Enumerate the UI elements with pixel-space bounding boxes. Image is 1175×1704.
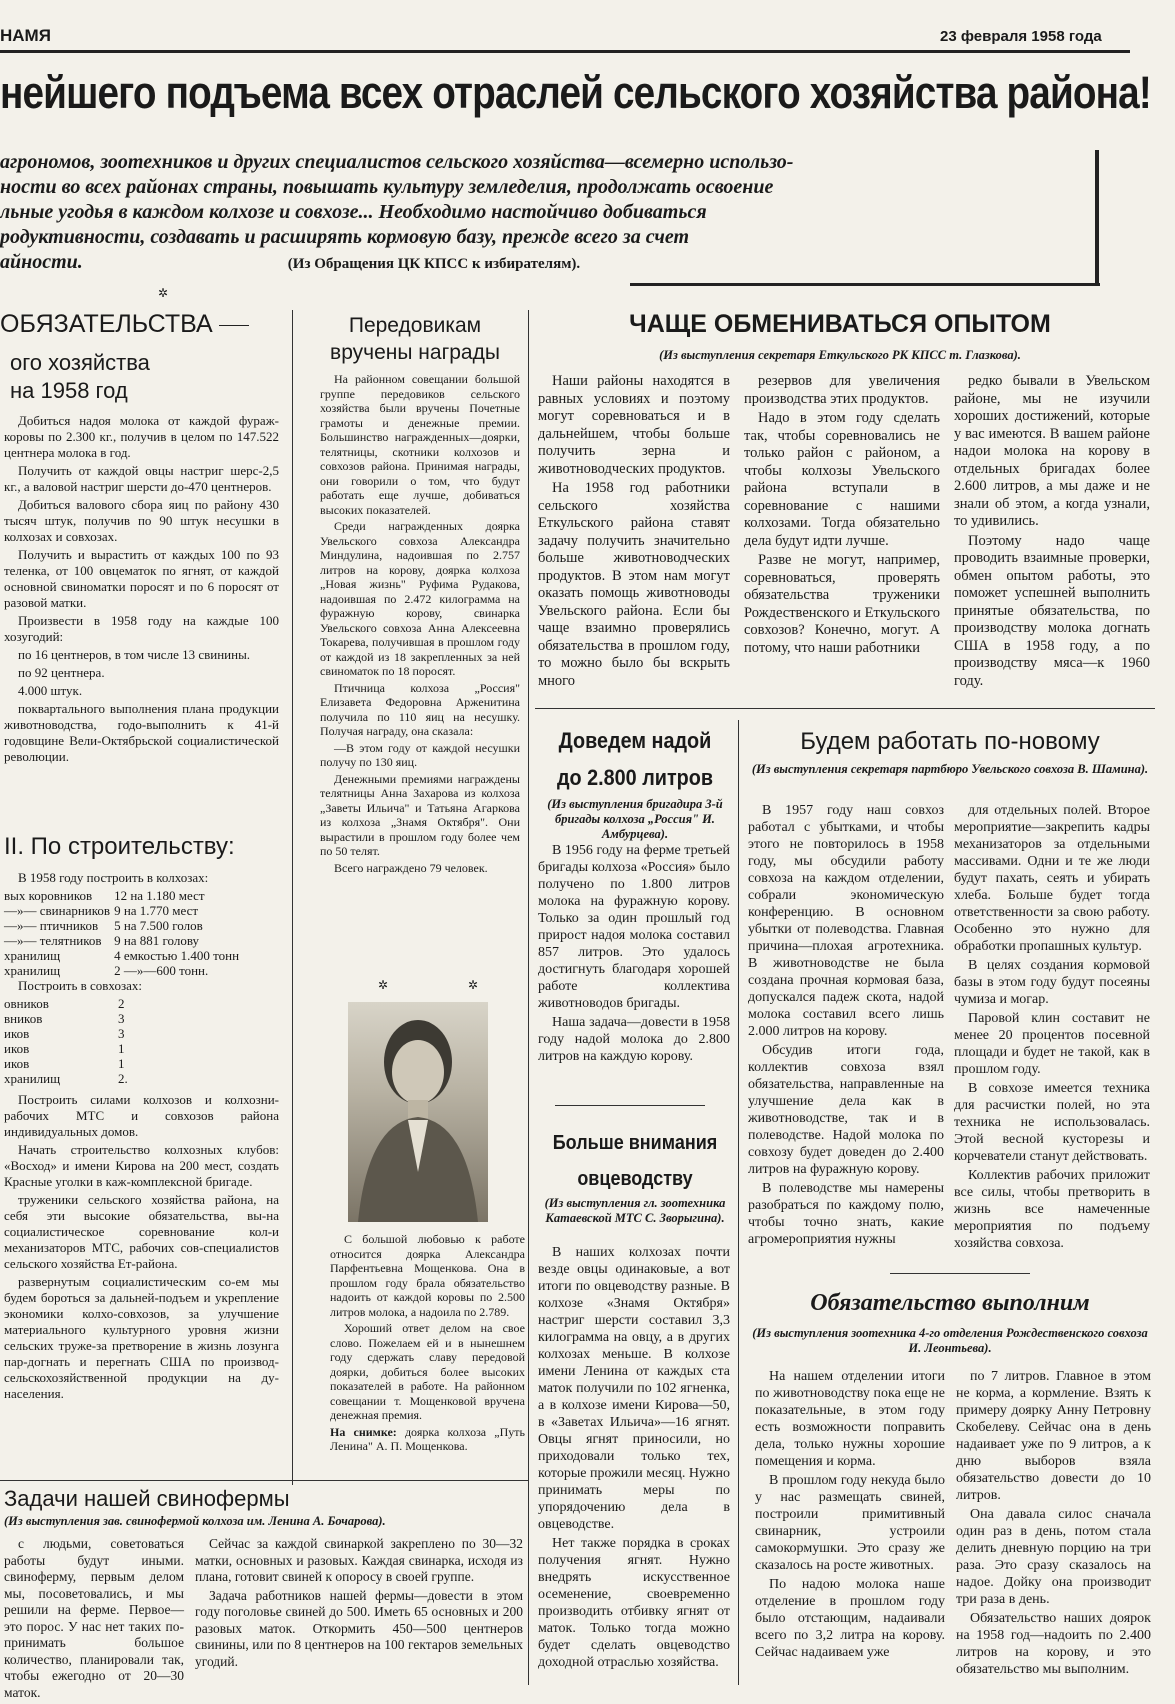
awards-paragraph: Птичница колхоза „Россия" Елизавета Федоровна Арженитина получила по 110 яиц на несушку. Получая награду, она сказала: [320,680,520,738]
milkmaid-portrait-icon [348,1002,488,1222]
obligation-item: по 16 центнеров, в том числе 13 свинины. [18,647,251,662]
awards-paragraph: Денежными премиями награждены телятницы Анна Захарова из колхоза „Заветы Ильича" и Татьяна Агаркова из колхоза „Знамя Октября". Они вырастили в прошлом году более чем по 50 телят. [320,771,520,858]
obligations-subtitle-1: ого хозяйства [10,350,150,375]
quote-line: льные угодья в каждом колхозе и совхозе... Необходимо настойчиво добиваться [0,201,707,223]
awards-body [320,372,520,877]
portrait-photo [348,1002,488,1222]
section-rule [555,1105,705,1106]
section-rule [890,1273,1030,1274]
article-paragraph: для отдельных полей. Второе мероприятие—закрепить кадры механизаторов за отдельными массивами. Одни и те же люди будут пахать, сеять и убирать хлеба. Больше будет тогда ответственности за свою работу. Особенно это нужно для обработки пропашных культур. [954,803,1150,954]
article-paragraph: Обсудив итоги года, коллектив совхоза взял обязательства, направленные на улучшение дела как в животноводстве, так и в полеводстве. Надой молока по совхозу будет доведен до 2.400 литров на фуражную корову. [748,1043,944,1177]
section-rule [0,1480,528,1481]
obligation-item: Добиться валового сбора яиц по району 430 тысяч штук, получив по 90 штук несушки в колхозах и совхозах. [4,497,279,544]
build-intro-2: Построить в совхозах: [18,978,142,993]
article-paragraph: Поэтому надо чаще проводить взаимные проверки, обмен опытом работы, это поможет успешней выполнить принятые обязательства, по производству молока догнать США в 1958 году, а по производству мяса—к 1960 году. [954,532,1150,689]
awards-paragraph: —В этом году от каждой несушки получу по 130 яиц. [320,740,520,769]
article-paragraph: В совхозе имеется техника для расчистки полей, но эта техника не использовалась. Этой весной кусторезы и корчеватели станут действовать. [954,1081,1150,1164]
article-paragraph: Надо в этом году сделать так, чтобы соревновались не только район с районом, а чтобы колхозы Увельского района вступали в соревнование с нашими колхозами. Тогда обязательно дела будут идти лучше. [744,410,940,549]
obligation-item: Получить и вырастить от каждых 100 по 93 теленка, от 100 овцематок по ягнят, от каждой основной свиноматки поросят и по 6 поросят от разовой матки. [4,547,279,610]
construction-body [4,870,279,1404]
milk-byline: (Из выступления бригадира 3-й бригады колхоза „Россия" И. Амбурцева). [547,797,723,841]
quote-frame-right [1095,150,1099,285]
awards-paragraph: На районном совещании большой группе передовиков сельского хозяйства были вручены Почетные грамоты и денежные премии. Большинство награжденных—доярки, телятницы, скотники колхозов и совхозов района. Принимая награды, они говорили о том, что будут работать еще лучше, добиваться высоких показателей. [320,372,520,517]
column-divider [292,310,293,1485]
table-row: овников 2 [4,996,125,1011]
party-appeal-quote [0,150,1060,277]
quote-source: (Из Обращения ЦК КПСС к избирателям). [287,256,581,272]
milk-body [538,842,730,1067]
table-row: —»— телятников 9 на 881 голову [4,933,200,948]
header-rule [0,50,1130,53]
caption-paragraph: Хороший ответ делом на свое слово. Пожелаем ей и в нынешнем году сдержать славу передовой доярки, добиться более высоких показателей в работе. На районном совещании т. Мощенковой вручена денежная премия. [330,1321,525,1422]
sheep-title: Больше внимания овцеводству [552,1132,718,1190]
newway-col-2 [954,802,1150,1254]
obligations-body [4,413,279,767]
article-paragraph: Обязательство наших доярок на 1958 год—надоить по 2.400 литров на корову, и это обязательство мы выполним. [956,1611,1151,1677]
article-paragraph: Паровой клин составит не менее 20 процентов посевной площади и будет не такой, как в прошлом году. [954,1011,1150,1077]
article-paragraph: Сейчас за каждой свинаркой закреплено по 30—32 матки, основных и разовых. Каждая свинарка, исходя из плана, готовит свиней к опоросу в своей группе. [195,1536,523,1584]
banner-headline: нейшего подъема всех отраслей сельского хозяйства района! [0,67,1151,118]
column-divider [738,720,739,1685]
experience-col-3 [954,373,1150,692]
article-paragraph: по 7 литров. Главное в этом не корма, а кормление. Взять к примеру доярку Анну Петровну Скобелеву. Сейчас она в день надаивает уже по 9 литров, а к дню выборов взяла обязательство довести до 10 литров. [956,1369,1151,1503]
table-row: хранилищ 4 емкостью 1.400 тонн [4,948,240,963]
table-row: вников 3 [4,1011,125,1026]
experience-title: ЧАЩЕ ОБМЕНИВАТЬСЯ ОПЫТОМ [629,310,1051,338]
article-paragraph: В целях создания кормовой базы в этом году будут посеяны чумиза и могар. [954,958,1150,1007]
ornament-star: ✲ [158,286,169,300]
sheep-byline: (Из выступления гл. зоотехника Катаевской МТС С. Зворыгина). [544,1196,726,1225]
obligation-item: по 92 центнера. [18,665,105,680]
fulfil-byline: (Из выступления зоотехника 4-го отделения Рождественского совхоза И. Леонтьева). [752,1326,1148,1355]
obligation-item: Построить силами колхозов и колхозни-рабочих МТС и совхозов района индивидуальных домов. [4,1092,279,1139]
obligation-item: Произвести в 1958 году на каждые 100 хозугодий: [4,613,279,644]
table-row: иков 1 [4,1041,125,1056]
column-divider [528,310,529,1685]
article-paragraph: В полеводстве мы намерены разобраться по каждому полю, чтобы точно знать, какие агромероприятия нужны [748,1181,944,1247]
table-row: —»— свинарников 9 на 1.770 мест [4,903,199,918]
pigs-byline: (Из выступления зав. свинофермой колхоза им. Ленина А. Бочарова). [4,1514,386,1528]
article-paragraph: Нет также порядка в сроках получения ягнят. Нужно внедрять искусственное осеменение, своевременно производить отбивку ягнят от маток. Только тогда можно будет сделать овцеводство доходной отраслью хозяйства. [538,1536,730,1670]
article-paragraph: Коллектив рабочих приложит все силы, чтобы претворить в жизнь все намеченные мероприятия по подъему хозяйства совхоза. [954,1168,1150,1251]
quote-line: родуктивности, создавать и расширять кормовую базу, прежде всего за счет [0,226,690,248]
quote-line: айности. (Из Обращения ЦК КПСС к избирателям). [0,251,581,273]
table-row: хранилищ 2 —»—600 тонн. [4,963,209,978]
fulfil-title: Обязательство выполним [810,1290,1090,1316]
article-paragraph: Наша задача—довести в 1958 году надой молока до 2.800 литров на каждую корову. [538,1015,730,1064]
article-paragraph: В прошлом году некуда было у нас размещать свиней, построили примитивный свинарник, устроили самокормушки. Это сразу же сказалось на росте животных. [755,1473,945,1573]
sheep-body [538,1244,730,1673]
article-paragraph: В наших колхозах почти везде овцы одинаковые, а вот итоги по овцеводству разные. В колхозе «Знамя Октября» настриг шерсти составил 3,3 килограмма на овцу, а в других колхозах меньше. В колхозе имени Ленина от каждых ста маток получили по 102 ягненка, а в колхозе имени Кирова—50, в «Заветах Ильича»—16 ягнят. Овцы ягнят приносили, но приходовали только тех, которые прожили месяц. Нужно принимать меры по упорядочению дела в овцеводстве. [538,1245,730,1532]
build-intro: В 1958 году построить в колхозах: [18,870,209,885]
obligation-item: Получить от каждой овцы настриг шерс-2,5 кг., а валовой настриг шерсти до-470 центнеров. [4,463,279,494]
experience-byline: (Из выступления секретаря Еткульского РК КПСС т. Глазкова). [659,348,1021,362]
newspaper-name: НАМЯ [0,26,51,45]
obligation-item: развернутым социалистическим со-ем мы будем бороться за дальней-подъем и укрепление экономики колхо-совхозов, за улучшение материального культурного уровня жизни сельских труже-за претворение в жизнь лозунга пар-догнать и перегнать США по производ-сельскохозяйственной продукции на ду-населения. [4,1274,279,1401]
quote-line: ности во всех районах страны, повышать культуру земледелия, продолжать освоение [0,176,774,198]
article-paragraph: В 1957 году наш совхоз работал с убытками, и чтобы этого не повторилось в 1958 году, мы обсудили работу совхоза на каждом отделении, собрали экономическую конференцию. В основном убытки от полеводства. Главная причина—плохая агротехника. В животноводстве не была создана прочная кормовая база, допускался падеж скота, надой молока составил всего лишь 2.000 литров на корову. [748,803,944,1039]
pigs-title: Задачи нашей свинофермы [4,1486,290,1511]
article-paragraph: По надою молока наше отделение в прошлом году было отстающим, надаивали всего по 3,2 литра на корову. Сейчас надаиваем уже [755,1577,945,1660]
awards-paragraph: Всего награждено 79 человек. [334,860,488,875]
photo-caption [330,1232,525,1456]
article-paragraph: резервов для увеличения производства этих продуктов. [744,373,940,407]
article-paragraph: Наши районы находятся в равных условиях и поэтому могут соревноваться и в дальнейшем, чтобы больше получить зерна и животноводческих продуктов. [538,373,730,477]
table-row: иков 3 [4,1026,125,1041]
construction-section-title: II. По строительству: [4,833,235,860]
table-row: иков 1 [4,1056,125,1071]
ornament-star: ✲ [468,978,479,992]
table-row: вых коровников 12 на 1.180 мест [4,888,205,903]
obligations-title: ОБЯЗАТЕЛЬСТВА [0,310,249,339]
ornament-star: ✲ [378,978,389,992]
obligation-item: поквартального выполнения плана продукции животноводства, годо-выполнить к 41-й годовщине Вели-Октябрьской социалистической революции. [4,701,279,764]
fulfil-col-1 [755,1368,945,1663]
article-paragraph: Задача работников нашей фермы—довести в этом году поголовье свиней до 500. Иметь 65 основных и 200 разовых маток. Откормить 450—500 центнеров свинины, или по 8 центнеров на 100 гектаров земельных угодий. [195,1587,523,1669]
article-paragraph: На 1958 год работники сельского хозяйства Еткульского района ставят задачу получить значительно больше животноводческих продуктов. В этом нам могут оказать помощь животноводы Увельского района. Если бы чаще взаимно проверялись обязательства в прошлом году, то можно было бы вскрыть много [538,480,730,689]
newway-col-1 [748,802,944,1250]
newway-title: Будем работать по-новому [800,728,1100,755]
table-row: хранилищ 2. [4,1071,128,1086]
obligations-subtitle-2: на 1958 год [10,378,128,403]
article-paragraph: Она давала силос сначала один раз в день, потом стала делить дневную порцию на три раза. Это сразу сказалось на надое. Дойку она производит три раза в день. [956,1507,1151,1607]
table-row: —»— птичников 5 на 7.500 голов [4,918,203,933]
awards-title: Передовикам вручены награды [330,314,500,364]
quote-line: агрономов, зоотехников и других специалистов сельского хозяйства—всемерно использо- [0,151,794,173]
section-rule [535,708,1155,709]
article-paragraph: с людьми, советоваться работы будут иными. свиноферму, первым делом мы, посоветовались, и мы решили на ферме. Первое—это порос. У нас нет таких по-принимать большое количество, планировали так, чтобы ежегодно от 20—30 маток. [4,1536,184,1700]
issue-date: 23 февраля 1958 года [940,28,1102,45]
obligation-item: Добиться надоя молока от каждой фураж-коровы по 2.300 кг., получив в целом по 147.522 центнера молока в год. [4,413,279,460]
milk-title: Доведем надой до 2.800 литров [556,728,714,790]
awards-paragraph: Среди награжденных доярка Увельского совхоза Александра Миндулина, надоившая по 2.757 литров на корову, доярка колхоза „Новая жизнь" Руфима Рудакова, надоившая по 2.472 килограмма на фуражную корову, свинарка Увельского совхоза Анна Алексеевна Токарева, получившая в прошлом году от каждой из 18 закрепленных за ней свиноматок по 18 поросят. [320,519,520,678]
experience-col-2 [744,373,940,659]
article-paragraph: редко бывали в Увельском районе, мы не изучили хороших достижений, которые у вас имеются. В вашем районе надои молока на корову в отдельных бригадах более 2.600 литров, а мы даже и не знали об этом, а когда узнали, то удивились. [954,373,1150,529]
quote-frame-bottom [630,283,1100,286]
pigs-col-1 [4,1536,184,1703]
build-table-2 [4,996,132,1086]
pigs-col-2 [195,1536,523,1672]
article-paragraph: Разве не могут, например, соревноваться, проверять обязательства труженики Рождественского и Еткульского совхозов? Конечно, могут. А потому, что наши работники [744,552,940,656]
fulfil-col-2 [956,1368,1151,1680]
article-paragraph: В 1956 году на ферме третьей бригады колхоза «Россия» было получено по 1.800 литров молока на фуражную корову. Только за один прошлый год прирост надоя молока составил 857 литров. Это удалось достигнуть благодаря хорошей работе коллектива животноводов бригады. [538,843,730,1011]
experience-col-1 [538,373,730,692]
newway-byline: (Из выступления секретаря партбюро Увельского совхоза В. Шамина). [751,762,1149,776]
build-table [4,888,243,978]
photo-note: На снимке: доярка колхоза „Путь Ленина" А. П. Мощенкова. [330,1424,525,1453]
obligation-item: Начать строительство колхозных клубов: «Восход» и имени Кирова на 200 мест, создать Красные уголки в каж-комплексной бригаде. [4,1142,279,1189]
obligation-item: труженики сельского хозяйства района, на себя эти высокие обязательства, вы-на социалистическое соревнование кол-и механизаторов МТС, рабочих сов-специалистов сельского хозяйства Ет-района. [4,1192,279,1271]
obligation-item: 4.000 штук. [18,683,83,698]
caption-paragraph: С большой любовью к работе относится доярка Александра Парфентьевна Мощенкова. Она в прошлом году брала обязательство надоить от каждой коровы по 2.500 литров молока, а надоила по 2.789. [330,1232,525,1319]
article-paragraph: На нашем отделении итоги по животноводству пока еще не показательные, в этом году есть возможности поправить дела, только нужны хорошие помещения и корма. [755,1369,945,1469]
